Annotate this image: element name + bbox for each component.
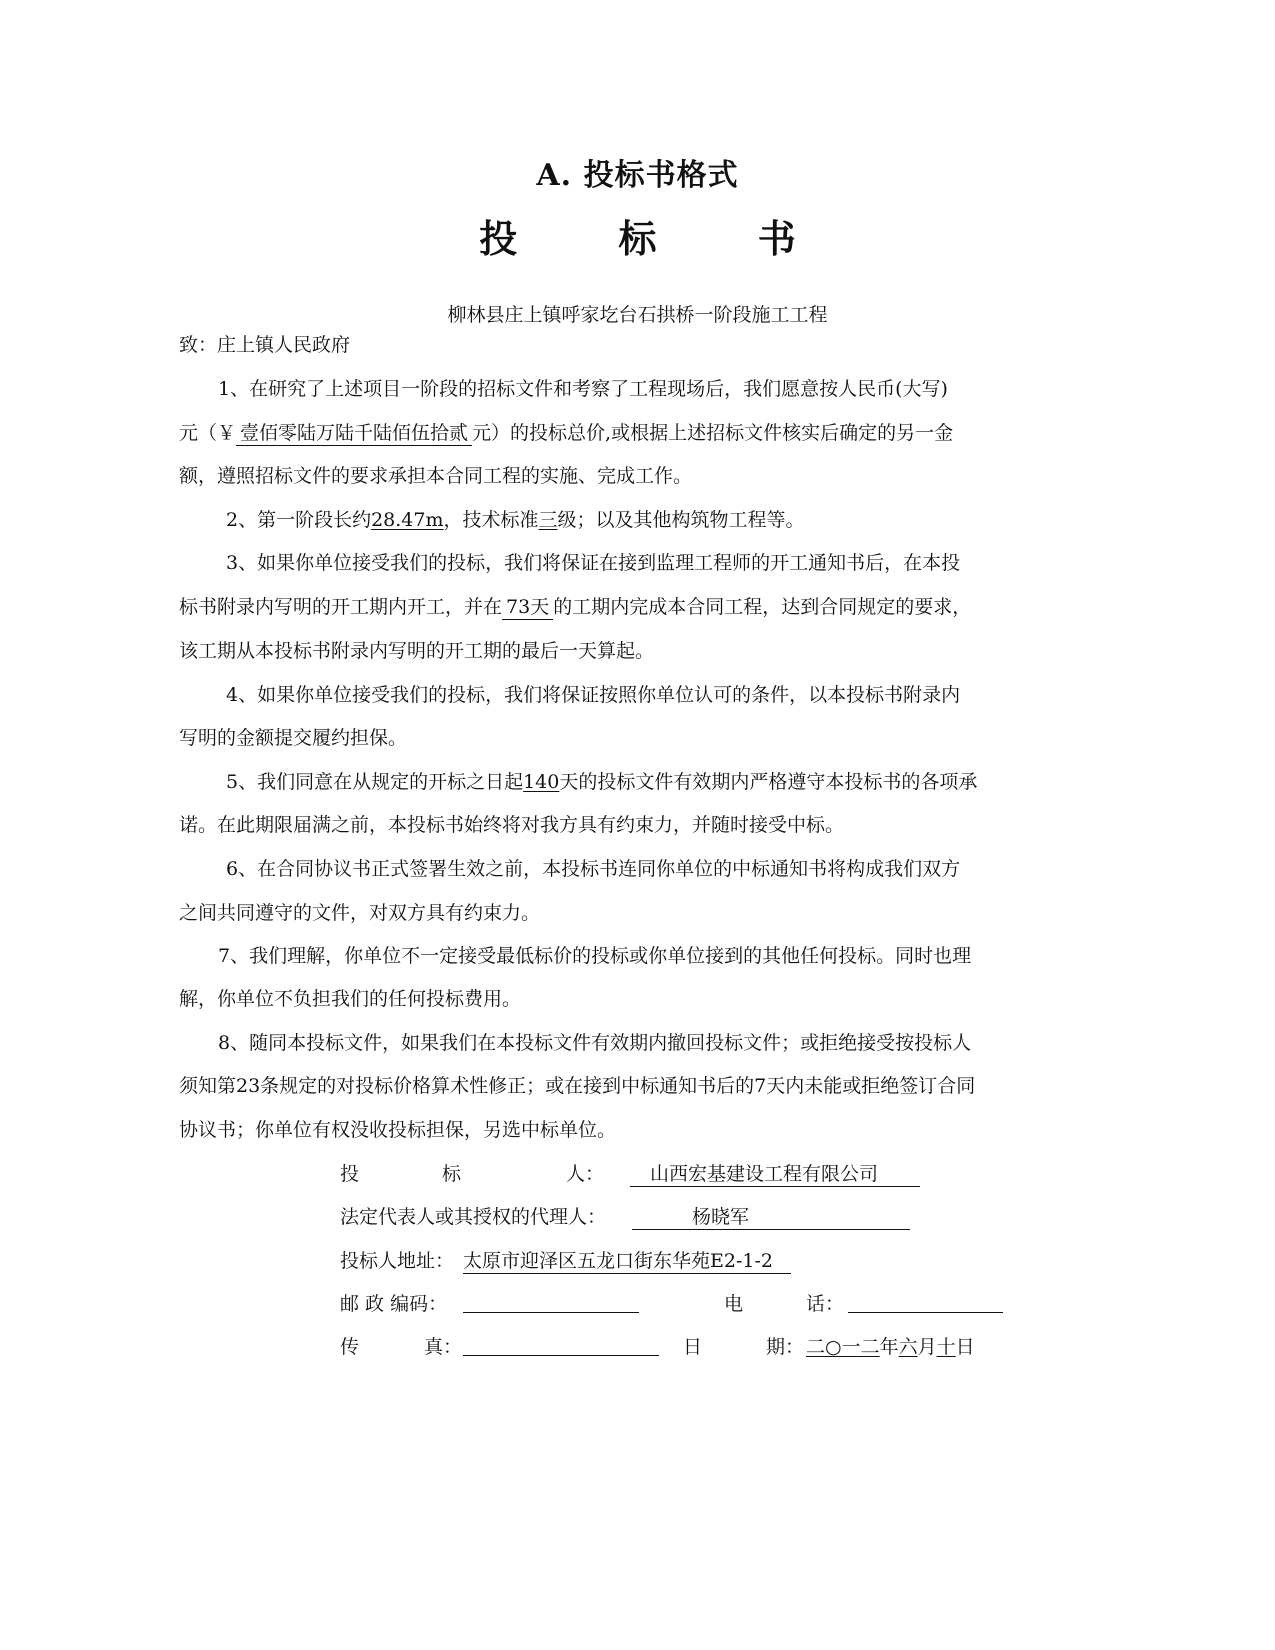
date-month: 六: [898, 1336, 918, 1358]
date-value: [806, 1335, 975, 1359]
clause-2-mid: ，技术标准: [443, 509, 539, 531]
date-day-unit: 日: [955, 1336, 975, 1358]
postcode-label: 邮 政 编码：: [340, 1293, 448, 1315]
date-label-1: 日: [683, 1336, 703, 1358]
fax-label-1: 传: [340, 1336, 360, 1358]
bidder-name: 山西宏基建设工程有限公司: [650, 1163, 879, 1185]
bidder-label-1: 投: [340, 1163, 360, 1185]
addressee-line: 致：庄上镇人民政府: [179, 334, 351, 356]
clause-6-line-1: 6、在合同协议书正式签署生效之前，本投标书连同你单位的中标通知书将构成我们双方: [226, 858, 961, 880]
bid-amount-words: 壹佰零陆万陆千陆佰伍拾贰: [236, 421, 472, 446]
clause-6-line-2: 之间共同遵守的文件，对双方具有约束力。: [179, 902, 541, 924]
fax-label-2: 真：: [424, 1336, 463, 1358]
clause-2-suffix: 级；以及其他构筑物工程等。: [557, 509, 805, 531]
bidder-field: [630, 1162, 920, 1187]
clause-1-suffix: 元）的投标总价,或根据上述招标文件核实后确定的另一金: [472, 422, 954, 444]
clause-1-prefix: 元（￥: [179, 422, 237, 444]
representative-field: [632, 1205, 910, 1230]
postcode-field: [463, 1292, 639, 1313]
clause-2-prefix: 2、第一阶段长约: [226, 509, 372, 531]
clause-7-line-1: 7、我们理解，你单位不一定接受最低标价的投标或你单位接到的其他任何投标。同时也理: [218, 945, 972, 967]
date-year: 二○一二: [806, 1336, 880, 1358]
address-field: [463, 1249, 791, 1274]
bidder-label-2: 标: [442, 1163, 462, 1185]
technical-grade: 三: [538, 509, 558, 531]
address-label: 投标人地址：: [340, 1250, 455, 1272]
phone-label-2: 话：: [806, 1293, 845, 1315]
project-name: 柳林县庄上镇呼家圪台石拱桥一阶段施工工程: [447, 304, 828, 326]
clause-5-line-2: 诺。在此期限届满之前，本投标书始终将对我方具有约束力，并随时接受中标。: [179, 814, 845, 836]
clause-4-line-1: 4、如果你单位接受我们的投标，我们将保证按照你单位认可的条件，以本投标书附录内: [226, 684, 961, 706]
phone-field: [848, 1292, 1003, 1313]
construction-period: 73天: [502, 595, 553, 620]
clause-3-suffix: 的工期内完成本合同工程，达到合同规定的要求，: [553, 596, 972, 618]
clause-8-line-2: 须知第23条规定的对投标价格算术性修正；或在接到中标通知书后的7天内未能或拒绝签订合同: [179, 1075, 976, 1097]
clause-5-line-1: [226, 770, 977, 794]
stage-length: 28.47m: [371, 509, 444, 531]
phone-label-1: 电: [724, 1293, 744, 1315]
clause-1-line-1: 1、在研究了上述项目一阶段的招标文件和考察了工程现场后，我们愿意按人民币(大写): [218, 378, 948, 400]
section-heading: A. 投标书格式: [536, 158, 739, 193]
clause-3-prefix: 标书附录内写明的开工期内开工，并在: [179, 596, 503, 618]
clause-1-line-2: [179, 421, 953, 446]
clause-3-line-2: [179, 595, 971, 620]
date-month-unit: 月: [917, 1336, 937, 1358]
clause-7-line-2: 解，你单位不负担我们的任何投标费用。: [179, 988, 522, 1010]
clause-5-prefix: 5、我们同意在从规定的开标之日起: [226, 771, 524, 793]
validity-days: 140: [523, 771, 560, 793]
clause-5-suffix: 天的投标文件有效期内严格遵守本投标书的各项承: [559, 771, 978, 793]
clause-8-line-3: 协议书；你单位有权没收投标担保，另选中标单位。: [179, 1119, 617, 1141]
clause-1-line-3: 额，遵照招标文件的要求承担本合同工程的实施、完成工作。: [179, 465, 693, 487]
clause-2-line: [226, 508, 805, 532]
address-value: 太原市迎泽区五龙口街东华苑E2-1-2: [463, 1249, 791, 1274]
bidder-label-3: 人：: [566, 1163, 605, 1185]
date-day: 十: [936, 1336, 956, 1358]
clause-4-line-2: 写明的金额提交履约担保。: [179, 727, 408, 749]
date-year-unit: 年: [879, 1336, 899, 1358]
clause-3-line-3: 该工期从本投标书附录内写明的开工期的最后一天算起。: [179, 640, 655, 662]
clause-8-line-1: 8、随同本投标文件，如果我们在本投标文件有效期内撤回投标文件；或拒绝接受按投标人: [218, 1032, 972, 1054]
representative-name: 杨晓军: [692, 1206, 750, 1228]
date-label-2: 期：: [766, 1336, 805, 1358]
document-title: 投 标 书: [479, 216, 840, 261]
fax-field: [463, 1335, 659, 1356]
clause-3-line-1: 3、如果你单位接受我们的投标，我们将保证在接到监理工程师的开工通知书后，在本投: [226, 552, 961, 574]
representative-label: 法定代表人或其授权的代理人：: [340, 1206, 607, 1228]
